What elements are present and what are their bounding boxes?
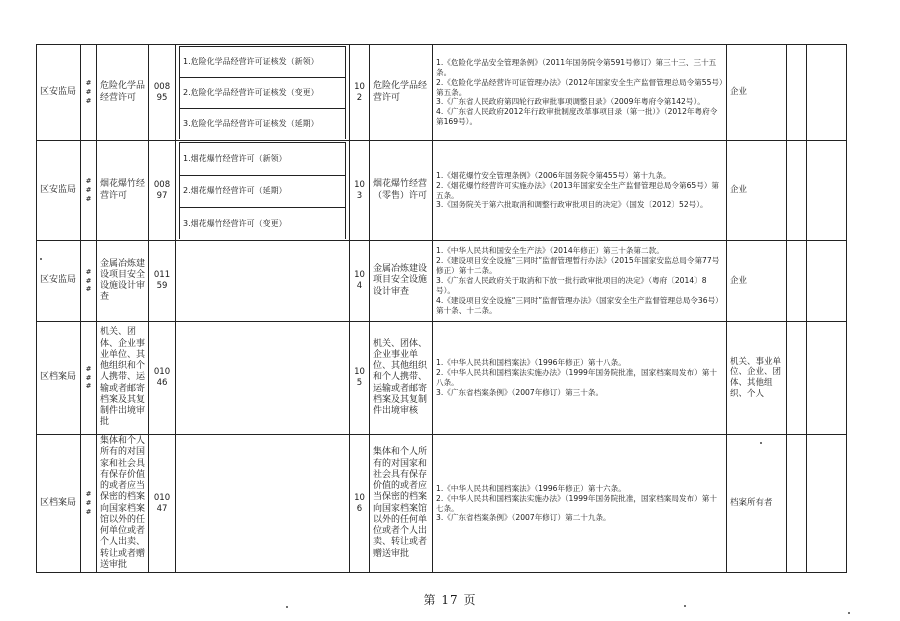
legal-basis-line: 3.《广东省人民政府关于取消和下放一批行政审批项目的决定》（粤府〔2014〕8号）。 bbox=[436, 276, 707, 295]
table-row bbox=[37, 141, 847, 241]
subitem-label: 2.危险化学品经营许可证核发（变更） bbox=[180, 78, 346, 109]
legal-basis-line: 2.《中华人民共和国档案法实施办法》（1999年国务院批准，国家档案局发布）第十八条。 bbox=[436, 368, 717, 387]
table-row bbox=[37, 241, 847, 322]
subitems-cell bbox=[176, 435, 350, 573]
applicant-cell: 机关、事业单位、企业、团体、其他组织、个人 bbox=[727, 322, 787, 435]
blank-cell bbox=[787, 241, 807, 322]
blank-cell bbox=[787, 141, 807, 241]
table-row bbox=[37, 322, 847, 435]
legal-basis-line: 2.《中华人民共和国档案法实施办法》（1999年国务院批准，国家档案局发布）第十七条。 bbox=[436, 493, 717, 513]
legal-basis-line: 1.《中华人民共和国安全生产法》（2014年修正）第三十条第二款。 bbox=[436, 246, 664, 256]
legal-basis-cell bbox=[433, 241, 727, 322]
legal-basis-line: 3.《广东省档案条例》（2007年修订）第二十九条。 bbox=[436, 513, 611, 523]
item-code-cell: 01159 bbox=[149, 241, 176, 322]
department-cell: 区档案局 bbox=[37, 322, 81, 435]
subitem-label: 2.烟花爆竹经营许可（延期） bbox=[180, 175, 346, 208]
serial-number-cell: 105 bbox=[350, 322, 370, 435]
blank-cell bbox=[807, 45, 847, 141]
legal-basis-line: 3.《国务院关于第六批取消和调整行政审批项目的决定》（国发〔2012〕52号）。 bbox=[436, 200, 708, 210]
implementation-name-cell: 烟花爆竹经营（零售）许可 bbox=[370, 141, 433, 241]
serial-number-cell: 106 bbox=[350, 435, 370, 573]
implementation-name-cell: 集体和个人所有的对国家和社会具有保存价值的或者应当保密的档案向国家档案馆以外的任何单位或者个人出卖、转让或者赠送审批 bbox=[370, 435, 433, 573]
legal-basis-cell bbox=[433, 322, 727, 435]
page-number: 第 17 页 bbox=[423, 593, 477, 607]
legal-basis-line: 1.《中华人民共和国档案法》（1996年修正）第十六条。 bbox=[436, 483, 626, 493]
legal-basis-line: 3.《广东省档案条例》（2007年修订）第三十条。 bbox=[436, 387, 604, 397]
scan-speck bbox=[286, 606, 288, 608]
applicant-cell: 企业 bbox=[727, 45, 787, 141]
legal-basis-line: 1.《中华人民共和国档案法》（1996年修正）第十八条。 bbox=[436, 358, 626, 368]
legal-basis-cell bbox=[433, 141, 727, 241]
table-row bbox=[37, 435, 847, 573]
implementation-name-cell: 危险化学品经营许可 bbox=[370, 45, 433, 141]
scan-speck bbox=[684, 605, 686, 607]
legal-basis-line: 2.《危险化学品经营许可证管理办法》（2012年国家安全生产监督管理总局令第55号）第五条。 bbox=[436, 77, 723, 97]
department-cell: 区安监局 bbox=[37, 141, 81, 241]
item-name-cell: 危险化学品经营许可 bbox=[97, 45, 149, 141]
item-name-cell: 机关、团体、企业事业单位、其他组织和个人携带、运输或者邮寄档案及其复制件出境审批 bbox=[97, 322, 149, 435]
implementation-name-cell: 机关、团体、企业事业单位、其他组织和个人携带、运输或者邮寄档案及其复制件出境审核 bbox=[370, 322, 433, 435]
applicant-cell: 企业 bbox=[727, 241, 787, 322]
scan-speck bbox=[760, 442, 762, 444]
legal-basis-cell bbox=[433, 435, 727, 573]
hash-cell: ### bbox=[81, 241, 97, 322]
scan-speck bbox=[40, 258, 42, 260]
legal-basis-line: 2.《建设项目安全设施“三同时”监督管理暂行办法》（2015年国家安监总局令第77号修正）第十二条。 bbox=[436, 256, 720, 276]
item-code-cell: 01047 bbox=[149, 435, 176, 573]
legal-basis-line: 4.《广东省人民政府2012年行政审批制度改革事项目录（第一批）》（2012年粤府令第169号）。 bbox=[436, 107, 718, 127]
applicant-cell: 档案所有者 bbox=[727, 435, 787, 573]
item-name-cell: 金属冶炼建设项目安全设施设计审查 bbox=[97, 241, 149, 322]
subitems-cell bbox=[176, 322, 350, 435]
blank-cell bbox=[807, 241, 847, 322]
department-cell: 区安监局 bbox=[37, 241, 81, 322]
subitems-cell bbox=[176, 141, 350, 241]
subitem-label: 3.危险化学品经营许可证核发（延期） bbox=[180, 109, 346, 139]
item-name-cell: 集体和个人所有的对国家和社会具有保存价值的或者应当保密的档案向国家档案馆以外的任何单位或者个人出卖、转让或者赠送审批 bbox=[97, 435, 149, 573]
blank-cell bbox=[787, 45, 807, 141]
subitems-cell bbox=[176, 45, 350, 141]
hash-cell: ### bbox=[81, 322, 97, 435]
hash-cell: ### bbox=[81, 45, 97, 141]
blank-cell bbox=[807, 322, 847, 435]
subitem-label: 1.危险化学品经营许可证核发（新领） bbox=[180, 47, 346, 78]
subitem-label: 1.烟花爆竹经营许可（新领） bbox=[180, 143, 346, 176]
serial-number-cell: 104 bbox=[350, 241, 370, 322]
blank-cell bbox=[787, 435, 807, 573]
item-code-cell: 01046 bbox=[149, 322, 176, 435]
legal-basis-line: 1.《烟花爆竹安全管理条例》（2006年国务院令第455号）第十九条。 bbox=[436, 170, 671, 180]
subitems-cell bbox=[176, 241, 350, 322]
legal-basis-line: 1.《危险化学品安全管理条例》（2011年国务院令第591号修订）第三十三、三十五条。 bbox=[436, 57, 717, 77]
applicant-cell: 企业 bbox=[727, 141, 787, 241]
department-cell: 区安监局 bbox=[37, 45, 81, 141]
item-code-cell: 00895 bbox=[149, 45, 176, 141]
hash-cell: ### bbox=[81, 141, 97, 241]
items-table bbox=[36, 44, 847, 573]
item-code-cell: 00897 bbox=[149, 141, 176, 241]
item-name-cell: 烟花爆竹经营许可 bbox=[97, 141, 149, 241]
serial-number-cell: 102 bbox=[350, 45, 370, 141]
subitem-label: 3.烟花爆竹经营许可（变更） bbox=[180, 208, 346, 239]
legal-basis-line: 4.《建设项目安全设施“三同时”监督管理办法》（国家安全生产监督管理总局令36号）第十条、十二条。 bbox=[436, 295, 723, 315]
implementation-name-cell: 金属冶炼建设项目安全设施设计审查 bbox=[370, 241, 433, 322]
hash-cell: ### bbox=[81, 435, 97, 573]
blank-cell bbox=[807, 141, 847, 241]
scan-speck bbox=[848, 612, 850, 614]
department-cell: 区档案局 bbox=[37, 435, 81, 573]
legal-basis-line: 2.《烟花爆竹经营许可实施办法》（2013年国家安全生产监督管理总局令第65号）第五条。 bbox=[436, 180, 720, 200]
serial-number-cell: 103 bbox=[350, 141, 370, 241]
legal-basis-cell bbox=[433, 45, 727, 141]
blank-cell bbox=[807, 435, 847, 573]
blank-cell bbox=[787, 322, 807, 435]
legal-basis-line: 3.《广东省人民政府第四轮行政审批事项调整目录》（2009年粤府令第142号）。 bbox=[436, 97, 705, 107]
table-row bbox=[37, 45, 847, 141]
